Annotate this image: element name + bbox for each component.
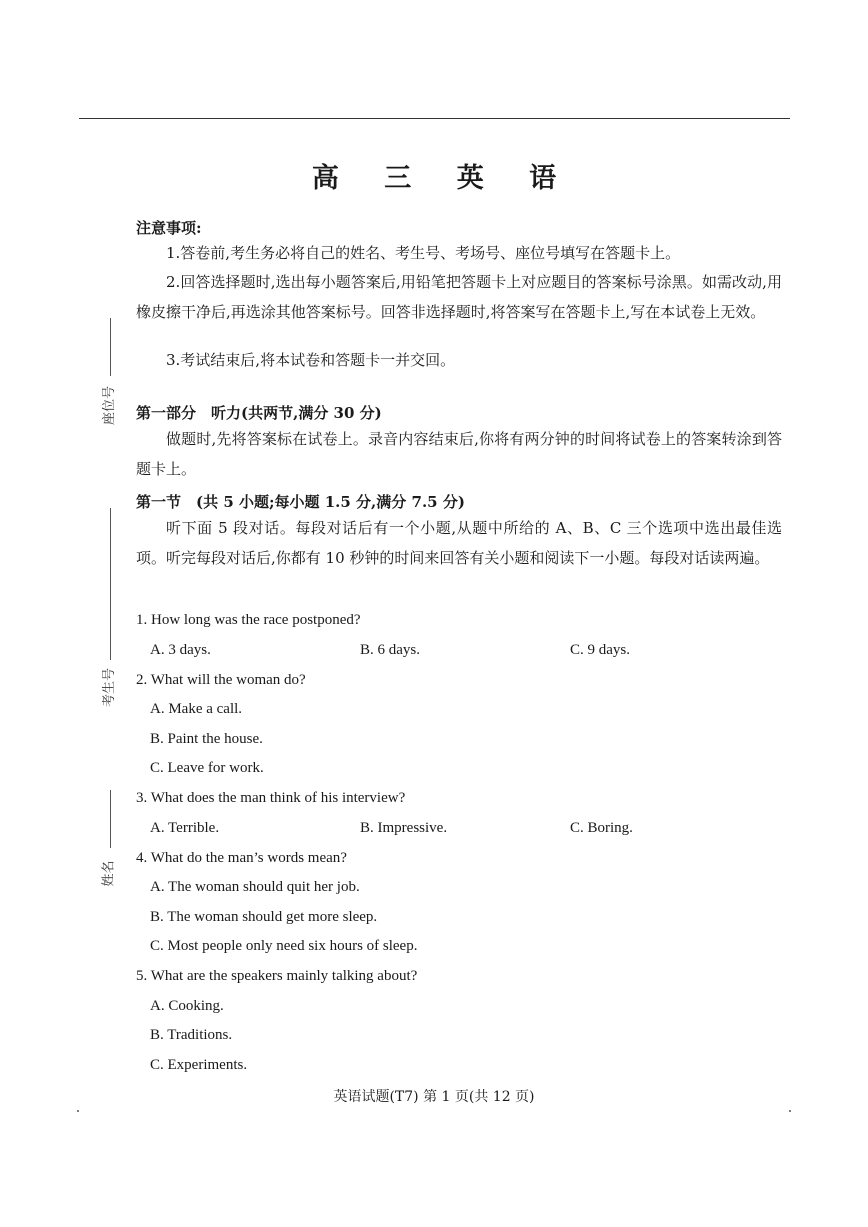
question-4-option-a: A. The woman should quit her job. [150,879,360,895]
section1-heading: 第一节 (共 5 小题;每小题 1.5 分,满分 7.5 分) [136,493,465,511]
notice-heading: 注意事项: [136,219,202,237]
question-2-option-c: C. Leave for work. [150,760,264,776]
notice-item-1: 1.答卷前,考生务必将自己的姓名、考生号、考场号、座位号填写在答题卡上。 [166,244,681,262]
exam-no-label: 考生号 [102,667,118,708]
question-5-option-b: B. Traditions. [150,1027,233,1043]
question-1-option-a: A. 3 days. [150,642,211,658]
question-1-option-b: B. 6 days. [360,642,420,658]
question-4-option-c: C. Most people only need six hours of sleep. [150,938,418,954]
part1-heading: 第一部分 听力(共两节,满分 30 分) [136,404,382,422]
page-title: 高 三 英 语 [311,163,575,194]
header-rule [79,118,790,119]
seat-field-line [110,318,111,376]
question-5-option-c: C. Experiments. [150,1057,248,1073]
question-3-option-a: A. Terrible. [150,820,220,836]
notice-item-2: 2.回答选择题时,选出每小题答案后,用铅笔把答题卡上对应题目的答案标号涂黑。如需改动,用橡皮擦干净后,再选涂其他答案标号。回答非选择题时,将答案写在答题卡上,写在本试卷上无效。 [136,273,782,321]
corner-mark-right [789,1110,791,1112]
part1-instruction: 做题时,先将答案标在试卷上。录音内容结束后,你将有两分钟的时间将试卷上的答案转涂到答题卡上。 [136,430,782,478]
question-5-option-a: A. Cooking. [150,998,224,1014]
question-3-option-c: C. Boring. [570,820,633,836]
seat-label: 座位号 [102,385,118,426]
section1-instruction: 听下面 5 段对话。每段对话后有一个小题,从题中所给的 A、B、C 三个选项中选出最佳选项。听完每段对话后,你都有 10 秒钟的时间来回答有关小题和阅读下一小题。每段对话读两遍。 [136,519,782,567]
question-3-option-b: B. Impressive. [360,820,448,836]
question-4-stem: 4. What do the man’s words mean? [136,850,347,866]
question-5-stem: 5. What are the speakers mainly talking about? [136,968,418,984]
corner-mark-left [77,1110,79,1112]
question-1-stem: 1. How long was the race postponed? [136,612,361,628]
question-4-option-b: B. The woman should get more sleep. [150,909,378,925]
question-3-stem: 3. What does the man think of his interview? [136,790,406,806]
name-label: 姓名 [101,860,117,887]
question-1-option-c: C. 9 days. [570,642,630,658]
notice-item-3: 3.考试结束后,将本试卷和答题卡一并交回。 [166,351,456,369]
exam-no-field-line [110,508,111,660]
question-2-option-a: A. Make a call. [150,701,243,717]
question-2-option-b: B. Paint the house. [150,731,263,747]
question-2-stem: 2. What will the woman do? [136,672,306,688]
page-footer: 英语试题(T7) 第 1 页(共 12 页) [333,1089,535,1105]
name-field-line [110,790,111,848]
